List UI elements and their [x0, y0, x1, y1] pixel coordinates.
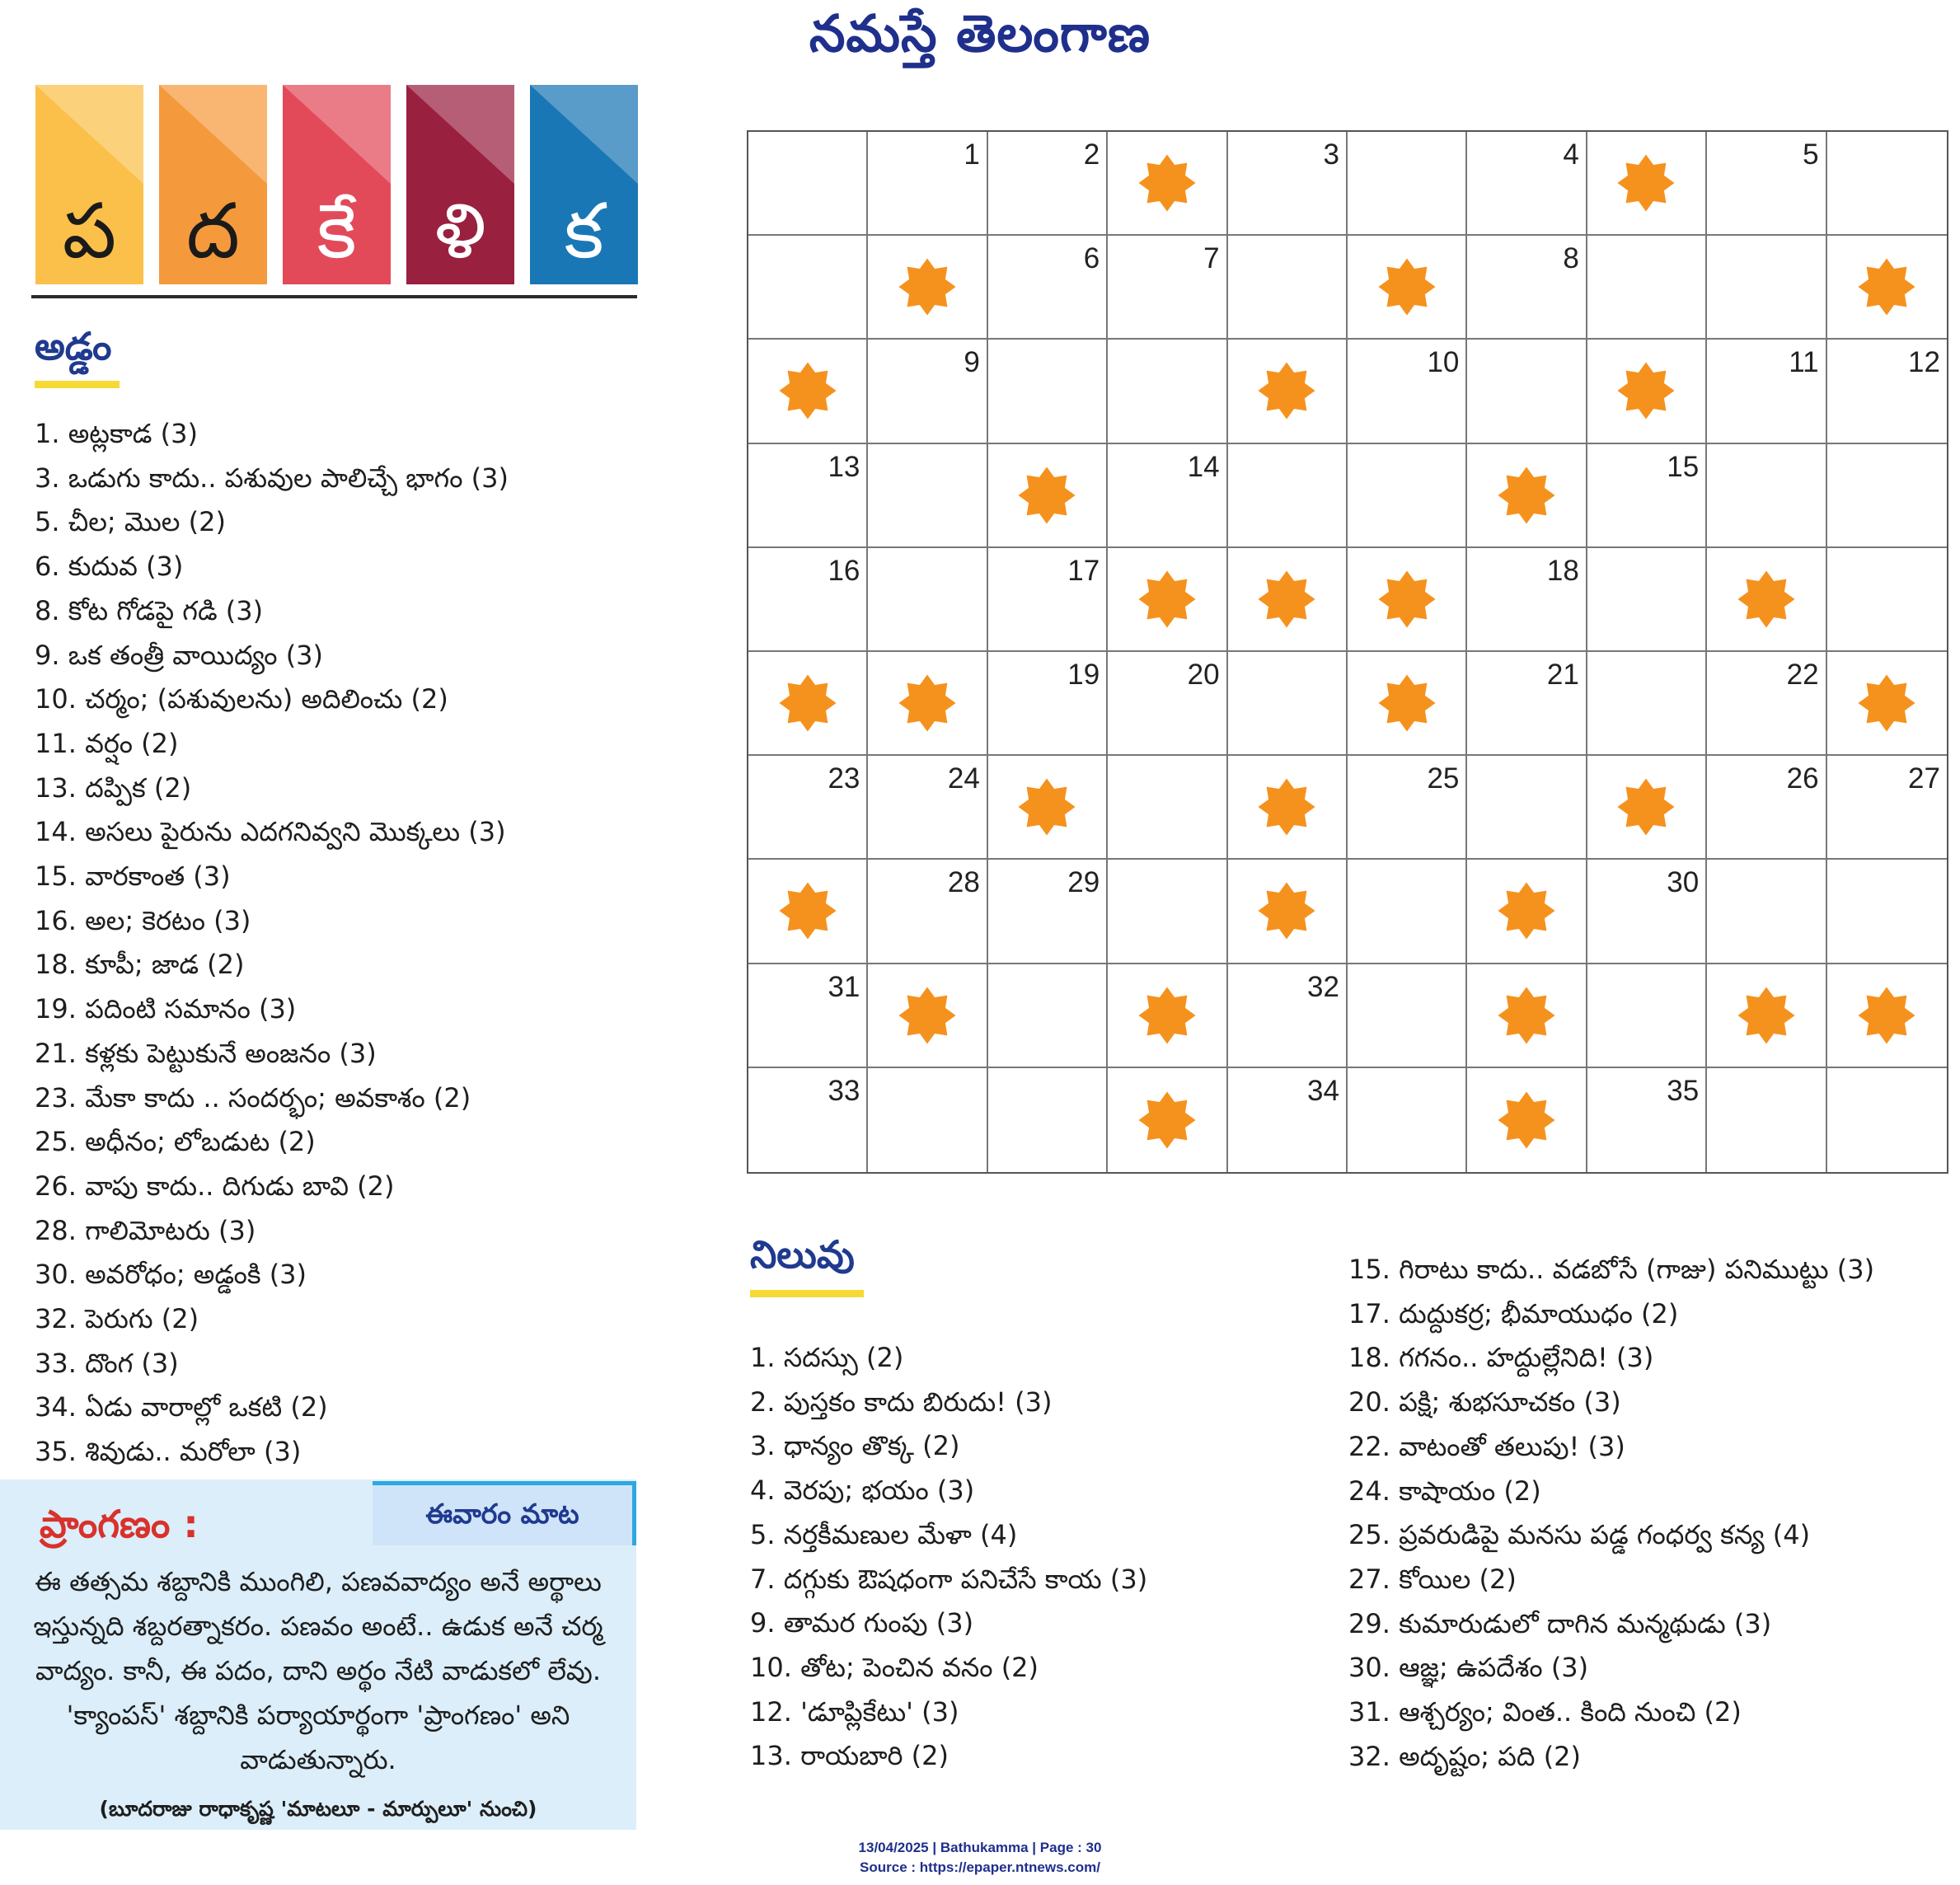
down-heading: నిలువు	[750, 1232, 855, 1277]
down-clue-list-right	[1348, 1248, 1874, 1779]
across-clues-clue: 15. వారకాంత (3)	[35, 860, 231, 893]
across-clues-clue: 3. ఒడుగు కాదు.. పశువుల పాలిచ్చే భాగం (3)	[35, 462, 509, 494]
star-icon	[1497, 986, 1556, 1045]
star-icon	[1616, 153, 1676, 213]
clue-number: 32	[1307, 970, 1339, 1003]
down-clues_left-clue: 2. పుస్తకం కాదు బిరుదు! (3)	[750, 1386, 1053, 1418]
grid-cell[interactable]	[1707, 444, 1826, 548]
grid-cell[interactable]	[1108, 756, 1227, 860]
grid-cell[interactable]	[1707, 756, 1826, 860]
star-icon	[1616, 361, 1676, 420]
grid-cell[interactable]	[868, 444, 987, 548]
clue-number: 11	[1789, 346, 1819, 379]
clue-number: 2	[1083, 138, 1100, 171]
clue-number: 3	[1323, 138, 1339, 171]
grid-cell[interactable]	[1467, 132, 1587, 236]
clue-number: 17	[1067, 554, 1100, 587]
grid-cell[interactable]	[1707, 236, 1826, 340]
clue-number: 13	[828, 450, 860, 483]
across-clues-clue: 18. కూపీ; జాడ (2)	[35, 949, 245, 981]
grid-cell[interactable]	[868, 340, 987, 443]
down-clue-list-left	[750, 1336, 1147, 1779]
star-icon	[1857, 257, 1916, 317]
grid-cell[interactable]	[868, 756, 987, 860]
blocked-cell	[1348, 548, 1467, 652]
across-clues-clue: 8. కోట గోడపై గడి (3)	[35, 594, 264, 626]
down-clues_right-clue: 25. ప్రవరుడిపై మనసు పడ్డ గంధర్వ కన్య (4)	[1348, 1519, 1811, 1551]
tile-fold-decoration	[406, 85, 514, 184]
clue-number: 23	[828, 762, 860, 795]
clue-number: 22	[1786, 658, 1819, 691]
blocked-cell	[1467, 1068, 1587, 1172]
grid-cell[interactable]	[1827, 340, 1947, 443]
grid-cell[interactable]	[748, 964, 868, 1068]
grid-cell[interactable]	[1108, 652, 1227, 756]
grid-cell[interactable]	[1348, 340, 1467, 443]
tile-fold-decoration	[159, 85, 267, 184]
blocked-cell	[868, 236, 987, 340]
blocked-cell	[748, 860, 868, 964]
footer-source: Source : https://epaper.ntnews.com/	[860, 1859, 1100, 1875]
clue-number: 8	[1563, 242, 1579, 275]
grid-cell[interactable]	[1827, 1068, 1947, 1172]
grid-cell[interactable]	[988, 340, 1108, 443]
clue-number: 33	[828, 1074, 860, 1107]
grid-cell[interactable]	[988, 132, 1108, 236]
clue-number: 25	[1427, 762, 1460, 795]
down-clues_left-clue: 5. నర్తకీమణుల మేళా (4)	[750, 1518, 1018, 1550]
blocked-cell	[1827, 236, 1947, 340]
star-icon	[778, 361, 837, 420]
blocked-cell	[1467, 860, 1587, 964]
star-icon	[778, 673, 837, 733]
across-clues-clue: 33. దొంగ (3)	[35, 1347, 179, 1379]
blocked-cell	[1108, 1068, 1227, 1172]
clue-number: 28	[947, 866, 980, 899]
grid-cell[interactable]	[1348, 860, 1467, 964]
across-heading-underline	[35, 381, 120, 388]
banner-tile-letter: ద	[186, 187, 240, 275]
banner-tile-letter: ళి	[434, 187, 486, 275]
down-clues_left-clue: 7. దగ్గుకు ఔషధంగా పనిచేసే కాయ (3)	[750, 1563, 1148, 1595]
grid-cell[interactable]	[748, 444, 868, 548]
grid-cell[interactable]	[1827, 860, 1947, 964]
star-icon	[1377, 257, 1437, 317]
star-icon	[1137, 570, 1197, 629]
clue-number: 35	[1667, 1074, 1700, 1107]
grid-cell[interactable]	[1228, 236, 1348, 340]
grid-cell[interactable]	[1707, 652, 1826, 756]
across-clues-clue: 16. అల; కెరటం (3)	[35, 904, 251, 936]
down-clues_right-clue: 20. పక్షి; శుభసూచకం (3)	[1348, 1386, 1621, 1418]
banner-tile-5	[530, 85, 638, 284]
grid-cell[interactable]	[868, 860, 987, 964]
star-icon	[898, 673, 957, 733]
banner-tile-letter: కే	[317, 187, 357, 275]
grid-cell[interactable]	[748, 1068, 868, 1172]
tile-fold-decoration	[530, 85, 638, 184]
grid-cell[interactable]	[1827, 756, 1947, 860]
blocked-cell	[748, 340, 868, 443]
clue-number: 10	[1427, 346, 1460, 379]
tile-fold-decoration	[283, 85, 391, 184]
clue-number: 1	[964, 138, 980, 171]
grid-cell[interactable]	[1228, 132, 1348, 236]
star-icon	[1257, 570, 1316, 629]
down-clues_right-clue: 15. గిరాటు కాదు.. వడబోసే (గాజు) పనిముట్టు (3)	[1348, 1254, 1875, 1285]
grid-cell[interactable]	[1228, 652, 1348, 756]
grid-cell[interactable]	[1827, 132, 1947, 236]
blocked-cell	[1707, 548, 1826, 652]
star-icon	[1257, 777, 1316, 837]
grid-cell[interactable]	[988, 548, 1108, 652]
blocked-cell	[1228, 756, 1348, 860]
banner-tile-letter: ప	[62, 187, 117, 275]
across-clues-clue: 21. కళ్లకు పెట్టుకునే అంజనం (3)	[35, 1037, 377, 1069]
across-clues-clue: 35. శివుడు.. మరోలా (3)	[35, 1436, 302, 1468]
grid-cell[interactable]	[1228, 1068, 1348, 1172]
star-icon	[1857, 986, 1916, 1045]
blocked-cell	[1108, 964, 1227, 1068]
across-clues-clue: 30. అవరోధం; అడ్డంకి (3)	[35, 1259, 307, 1291]
grid-cell[interactable]	[1228, 964, 1348, 1068]
clue-number: 31	[828, 970, 860, 1003]
down-clues_right-clue: 18. గగనం.. హద్దుల్లేనిది! (3)	[1348, 1342, 1654, 1374]
across-clues-clue: 6. కుదువ (3)	[35, 551, 184, 583]
grid-cell[interactable]	[1467, 236, 1587, 340]
grid-cell[interactable]	[1467, 340, 1587, 443]
clue-number: 18	[1546, 554, 1579, 587]
banner-tile-1	[35, 85, 143, 284]
across-heading: అడ్డం	[35, 324, 112, 368]
star-icon	[1497, 881, 1556, 940]
down-clues_right-clue: 22. వాటంతో తలుపు! (3)	[1348, 1430, 1625, 1462]
clue-number: 5	[1803, 138, 1819, 171]
word-of-week-body: ఈ తత్సమ శబ్దానికి ముంగిలి, పణవవాద్యం అనే అర్థాలు ఇస్తున్నది శబ్దరత్నాకరం. పణవం అంటే.. ఉడుక అనే చర్మ వాద్యం. కానీ, ఈ పదం, దాని అర్థం నేటి వాడుకలో లేవు. 'క్యాంపస్' శబ్దానికి పర్యాయార్థంగా 'ప్రాంగణం' అని వాడుతున్నారు.	[33, 1566, 603, 1775]
star-icon	[1616, 777, 1676, 837]
blocked-cell	[1228, 548, 1348, 652]
down-clues_left-clue: 9. తామర గుంపు (3)	[750, 1607, 974, 1639]
across-clues-clue: 25. అధీనం; లోబడుట (2)	[35, 1126, 316, 1158]
grid-cell[interactable]	[748, 236, 868, 340]
down-clues_right-clue: 24. కాషాయం (2)	[1348, 1475, 1541, 1507]
star-icon	[1137, 153, 1197, 213]
star-icon	[778, 881, 837, 940]
star-icon	[1497, 1090, 1556, 1150]
across-clues-clue: 14. అసలు పైరును ఎదగనివ్వని మొక్కలు (3)	[35, 816, 506, 848]
blocked-cell	[1827, 652, 1947, 756]
clue-number: 12	[1908, 346, 1940, 379]
blocked-cell	[1707, 964, 1826, 1068]
grid-cell[interactable]	[1587, 236, 1707, 340]
grid-cell[interactable]	[1707, 1068, 1826, 1172]
title-banner	[35, 85, 637, 284]
star-icon	[1377, 570, 1437, 629]
clue-number: 4	[1563, 138, 1579, 171]
grid-cell[interactable]	[1707, 340, 1826, 443]
grid-cell[interactable]	[1707, 860, 1826, 964]
grid-cell[interactable]	[748, 756, 868, 860]
clue-number: 34	[1307, 1074, 1339, 1107]
clue-number: 14	[1187, 450, 1220, 483]
grid-cell[interactable]	[1587, 652, 1707, 756]
blocked-cell	[1467, 444, 1587, 548]
clue-number: 9	[964, 346, 980, 379]
grid-cell[interactable]	[1108, 236, 1227, 340]
grid-cell[interactable]	[868, 1068, 987, 1172]
newspaper-masthead: నమస్తే తెలంగాణ	[809, 3, 1151, 63]
across-clues-clue: 34. ఏడు వారాల్లో ఒకటి (2)	[35, 1391, 328, 1423]
across-clues-clue: 26. వాపు కాదు.. దిగుడు బావి (2)	[35, 1170, 395, 1202]
grid-cell[interactable]	[1108, 444, 1227, 548]
word-of-week-title: ప్రాంగణం :	[40, 1502, 199, 1546]
grid-cell[interactable]	[1108, 860, 1227, 964]
down-clues_left-clue: 1. సదస్సు (2)	[750, 1342, 904, 1373]
down-clues_left-clue: 12. 'డూప్లికేటు' (3)	[750, 1695, 959, 1728]
blocked-cell	[988, 756, 1108, 860]
across-clues-clue: 23. మేకా కాదు .. సందర్భం; అవకాశం (2)	[35, 1081, 471, 1114]
grid-cell[interactable]	[748, 132, 868, 236]
star-icon	[1137, 1090, 1197, 1150]
star-icon	[1257, 881, 1316, 940]
blocked-cell	[868, 964, 987, 1068]
grid-cell[interactable]	[1348, 964, 1467, 1068]
clue-number: 20	[1187, 658, 1220, 691]
across-clue-list	[35, 412, 509, 1475]
blocked-cell	[748, 652, 868, 756]
star-icon	[1017, 466, 1076, 525]
banner-tile-2	[159, 85, 267, 284]
grid-cell[interactable]	[1587, 964, 1707, 1068]
star-icon	[1377, 673, 1437, 733]
blocked-cell	[1108, 548, 1227, 652]
clue-number: 15	[1667, 450, 1700, 483]
grid-cell[interactable]	[1827, 548, 1947, 652]
across-clues-clue: 11. వర్షం (2)	[35, 727, 179, 759]
star-icon	[898, 257, 957, 317]
star-icon	[1257, 361, 1316, 420]
clue-number: 26	[1786, 762, 1819, 795]
down-clues_right-clue: 31. ఆశ్చర్యం; వింత.. కింది నుంచి (2)	[1348, 1696, 1742, 1728]
clue-number: 27	[1908, 762, 1940, 795]
grid-cell[interactable]	[988, 1068, 1108, 1172]
grid-cell[interactable]	[1467, 548, 1587, 652]
grid-cell[interactable]	[988, 964, 1108, 1068]
blocked-cell	[1348, 652, 1467, 756]
grid-cell[interactable]	[1587, 548, 1707, 652]
banner-tile-4	[406, 85, 514, 284]
down-clues_left-clue: 13. రాయబారి (2)	[750, 1740, 949, 1772]
star-icon	[898, 986, 957, 1045]
grid-cell[interactable]	[1348, 132, 1467, 236]
down-clues_right-clue: 27. కోయిల (2)	[1348, 1563, 1517, 1595]
blocked-cell	[1228, 340, 1348, 443]
blocked-cell	[1108, 132, 1227, 236]
down-clues_right-clue: 32. అదృష్టం; పది (2)	[1348, 1740, 1582, 1772]
blocked-cell	[1587, 756, 1707, 860]
across-clues-clue: 28. గాలిమోటరు (3)	[35, 1214, 256, 1246]
grid-cell[interactable]	[1827, 444, 1947, 548]
page-footer	[0, 1838, 1960, 1878]
blocked-cell	[988, 444, 1108, 548]
word-of-week-tab: ఈవారం మాట	[373, 1481, 636, 1545]
clue-number: 19	[1067, 658, 1100, 691]
across-clues-clue: 10. చర్మం; (పశువులను) అదిలించు (2)	[35, 683, 448, 715]
grid-cell[interactable]	[1587, 1068, 1707, 1172]
banner-tile-3	[283, 85, 391, 284]
blocked-cell	[1348, 236, 1467, 340]
down-clues_left-clue: 10. తోట; పెంచిన వనం (2)	[750, 1651, 1039, 1683]
grid-cell[interactable]	[988, 236, 1108, 340]
grid-cell[interactable]	[1467, 652, 1587, 756]
clue-number: 16	[828, 554, 860, 587]
down-clues_right-clue: 30. ఆజ్ఞ; ఉపదేశం (3)	[1348, 1652, 1589, 1684]
banner-divider	[31, 295, 637, 298]
clue-number: 21	[1546, 658, 1579, 691]
across-clues-clue: 9. ఒక తంత్రీ వాయిద్యం (3)	[35, 639, 324, 671]
grid-cell[interactable]	[1348, 756, 1467, 860]
down-clues_left-clue: 3. ధాన్యం తొక్క (2)	[750, 1430, 960, 1462]
blocked-cell	[1827, 964, 1947, 1068]
grid-cell[interactable]	[1587, 444, 1707, 548]
blocked-cell	[868, 652, 987, 756]
across-clues-clue: 5. చీల; మొల (2)	[35, 506, 226, 538]
grid-cell[interactable]	[868, 132, 987, 236]
clue-number: 24	[947, 762, 980, 795]
tile-fold-decoration	[35, 85, 143, 184]
star-icon	[1017, 777, 1076, 837]
grid-cell[interactable]	[1707, 132, 1826, 236]
blocked-cell	[1587, 340, 1707, 443]
star-icon	[1737, 570, 1796, 629]
grid-cell[interactable]	[1348, 1068, 1467, 1172]
clue-number: 29	[1067, 866, 1100, 899]
clue-number: 7	[1203, 242, 1220, 275]
grid-cell[interactable]	[868, 548, 987, 652]
star-icon	[1137, 986, 1197, 1045]
blocked-cell	[1467, 964, 1587, 1068]
down-clues_right-clue: 29. కుమారుడులో దాగిన మన్మథుడు (3)	[1348, 1607, 1772, 1639]
blocked-cell	[1228, 860, 1348, 964]
grid-cell[interactable]	[1228, 444, 1348, 548]
across-clues-clue: 32. పెరుగు (2)	[35, 1303, 199, 1335]
grid-cell[interactable]	[1587, 860, 1707, 964]
across-clues-clue: 1. అట్లకాడ (3)	[35, 418, 198, 449]
grid-cell[interactable]	[1108, 340, 1227, 443]
down-heading-underline	[750, 1290, 864, 1297]
banner-tile-letter: క	[564, 187, 604, 275]
star-icon	[1737, 986, 1796, 1045]
grid-cell[interactable]	[988, 860, 1108, 964]
down-clues_left-clue: 4. వెరపు; భయం (3)	[750, 1475, 975, 1507]
grid-cell[interactable]	[988, 652, 1108, 756]
clue-number: 30	[1667, 866, 1700, 899]
blocked-cell	[1587, 132, 1707, 236]
clue-number: 6	[1083, 242, 1100, 275]
star-icon	[1497, 466, 1556, 525]
word-of-week-source: (బూదరాజు రాధాకృష్ణ 'మాటలూ - మార్పులూ' నుంచి)	[99, 1797, 537, 1821]
star-icon	[1857, 673, 1916, 733]
across-clues-clue: 13. దప్పిక (2)	[35, 771, 192, 804]
footer-date-page: 13/04/2025 | Bathukamma | Page : 30	[858, 1840, 1102, 1855]
crossword-grid	[747, 130, 1948, 1174]
down-clues_right-clue: 17. దుద్దుకర్ర; భీమాయుధం (2)	[1348, 1297, 1679, 1329]
grid-cell[interactable]	[1348, 444, 1467, 548]
across-clues-clue: 19. పదింటి సమానం (3)	[35, 993, 297, 1025]
grid-cell[interactable]	[748, 548, 868, 652]
grid-cell[interactable]	[1467, 756, 1587, 860]
